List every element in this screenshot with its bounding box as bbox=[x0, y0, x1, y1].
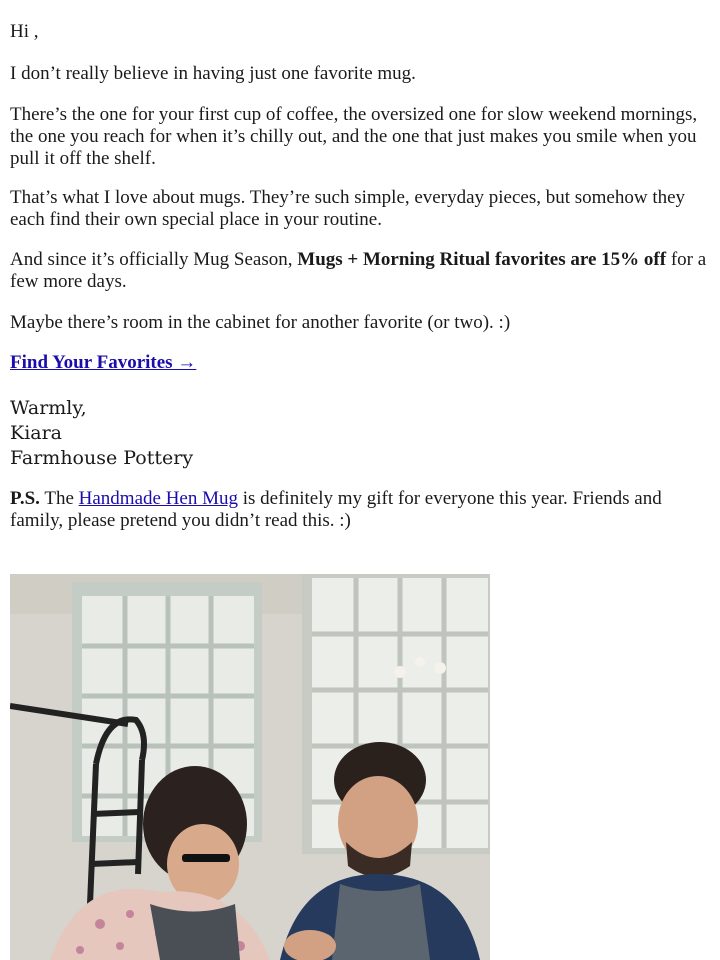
ps-text-after: is definitely my gift for everyone this year. Friends and family, please pretend you didn’t read this. :) bbox=[10, 488, 662, 531]
studio-photo bbox=[10, 574, 490, 960]
sale-text-before: And since it’s officially Mug Season, bbox=[10, 249, 298, 270]
paragraph-sale bbox=[10, 249, 708, 293]
signoff bbox=[10, 396, 193, 471]
sale-text-after: for a few more days. bbox=[10, 249, 707, 292]
ps-label: P.S. bbox=[10, 488, 40, 509]
signoff-company: Farmhouse Pottery bbox=[10, 447, 194, 469]
find-favorites-link[interactable]: Find Your Favorites → bbox=[10, 352, 197, 373]
cta-paragraph bbox=[10, 352, 708, 374]
paragraph-intro: I don’t really believe in having just one favorite mug. bbox=[10, 63, 416, 84]
greeting: Hi , bbox=[10, 21, 39, 42]
sale-highlight: Mugs + Morning Ritual favorites are 15% off bbox=[297, 249, 667, 270]
hen-mug-link[interactable]: Handmade Hen Mug bbox=[78, 488, 238, 509]
paragraph-mug-types: There’s the one for your first cup of coffee, the oversized one for slow weekend mornings, the one you reach for when it’s chilly out, and the one that just makes you smile when you pull it off the shelf. bbox=[10, 104, 698, 169]
signoff-name: Kiara bbox=[10, 422, 63, 444]
ps-text-before: The bbox=[39, 488, 79, 509]
studio-photo-illustration bbox=[10, 574, 490, 960]
paragraph-cabinet: Maybe there’s room in the cabinet for another favorite (or two). :) bbox=[10, 312, 511, 333]
signoff-closing: Warmly, bbox=[10, 397, 87, 419]
paragraph-love-mugs: That’s what I love about mugs. They’re such simple, everyday pieces, but somehow they each find their own special place in your routine. bbox=[10, 187, 686, 230]
postscript bbox=[10, 488, 708, 532]
